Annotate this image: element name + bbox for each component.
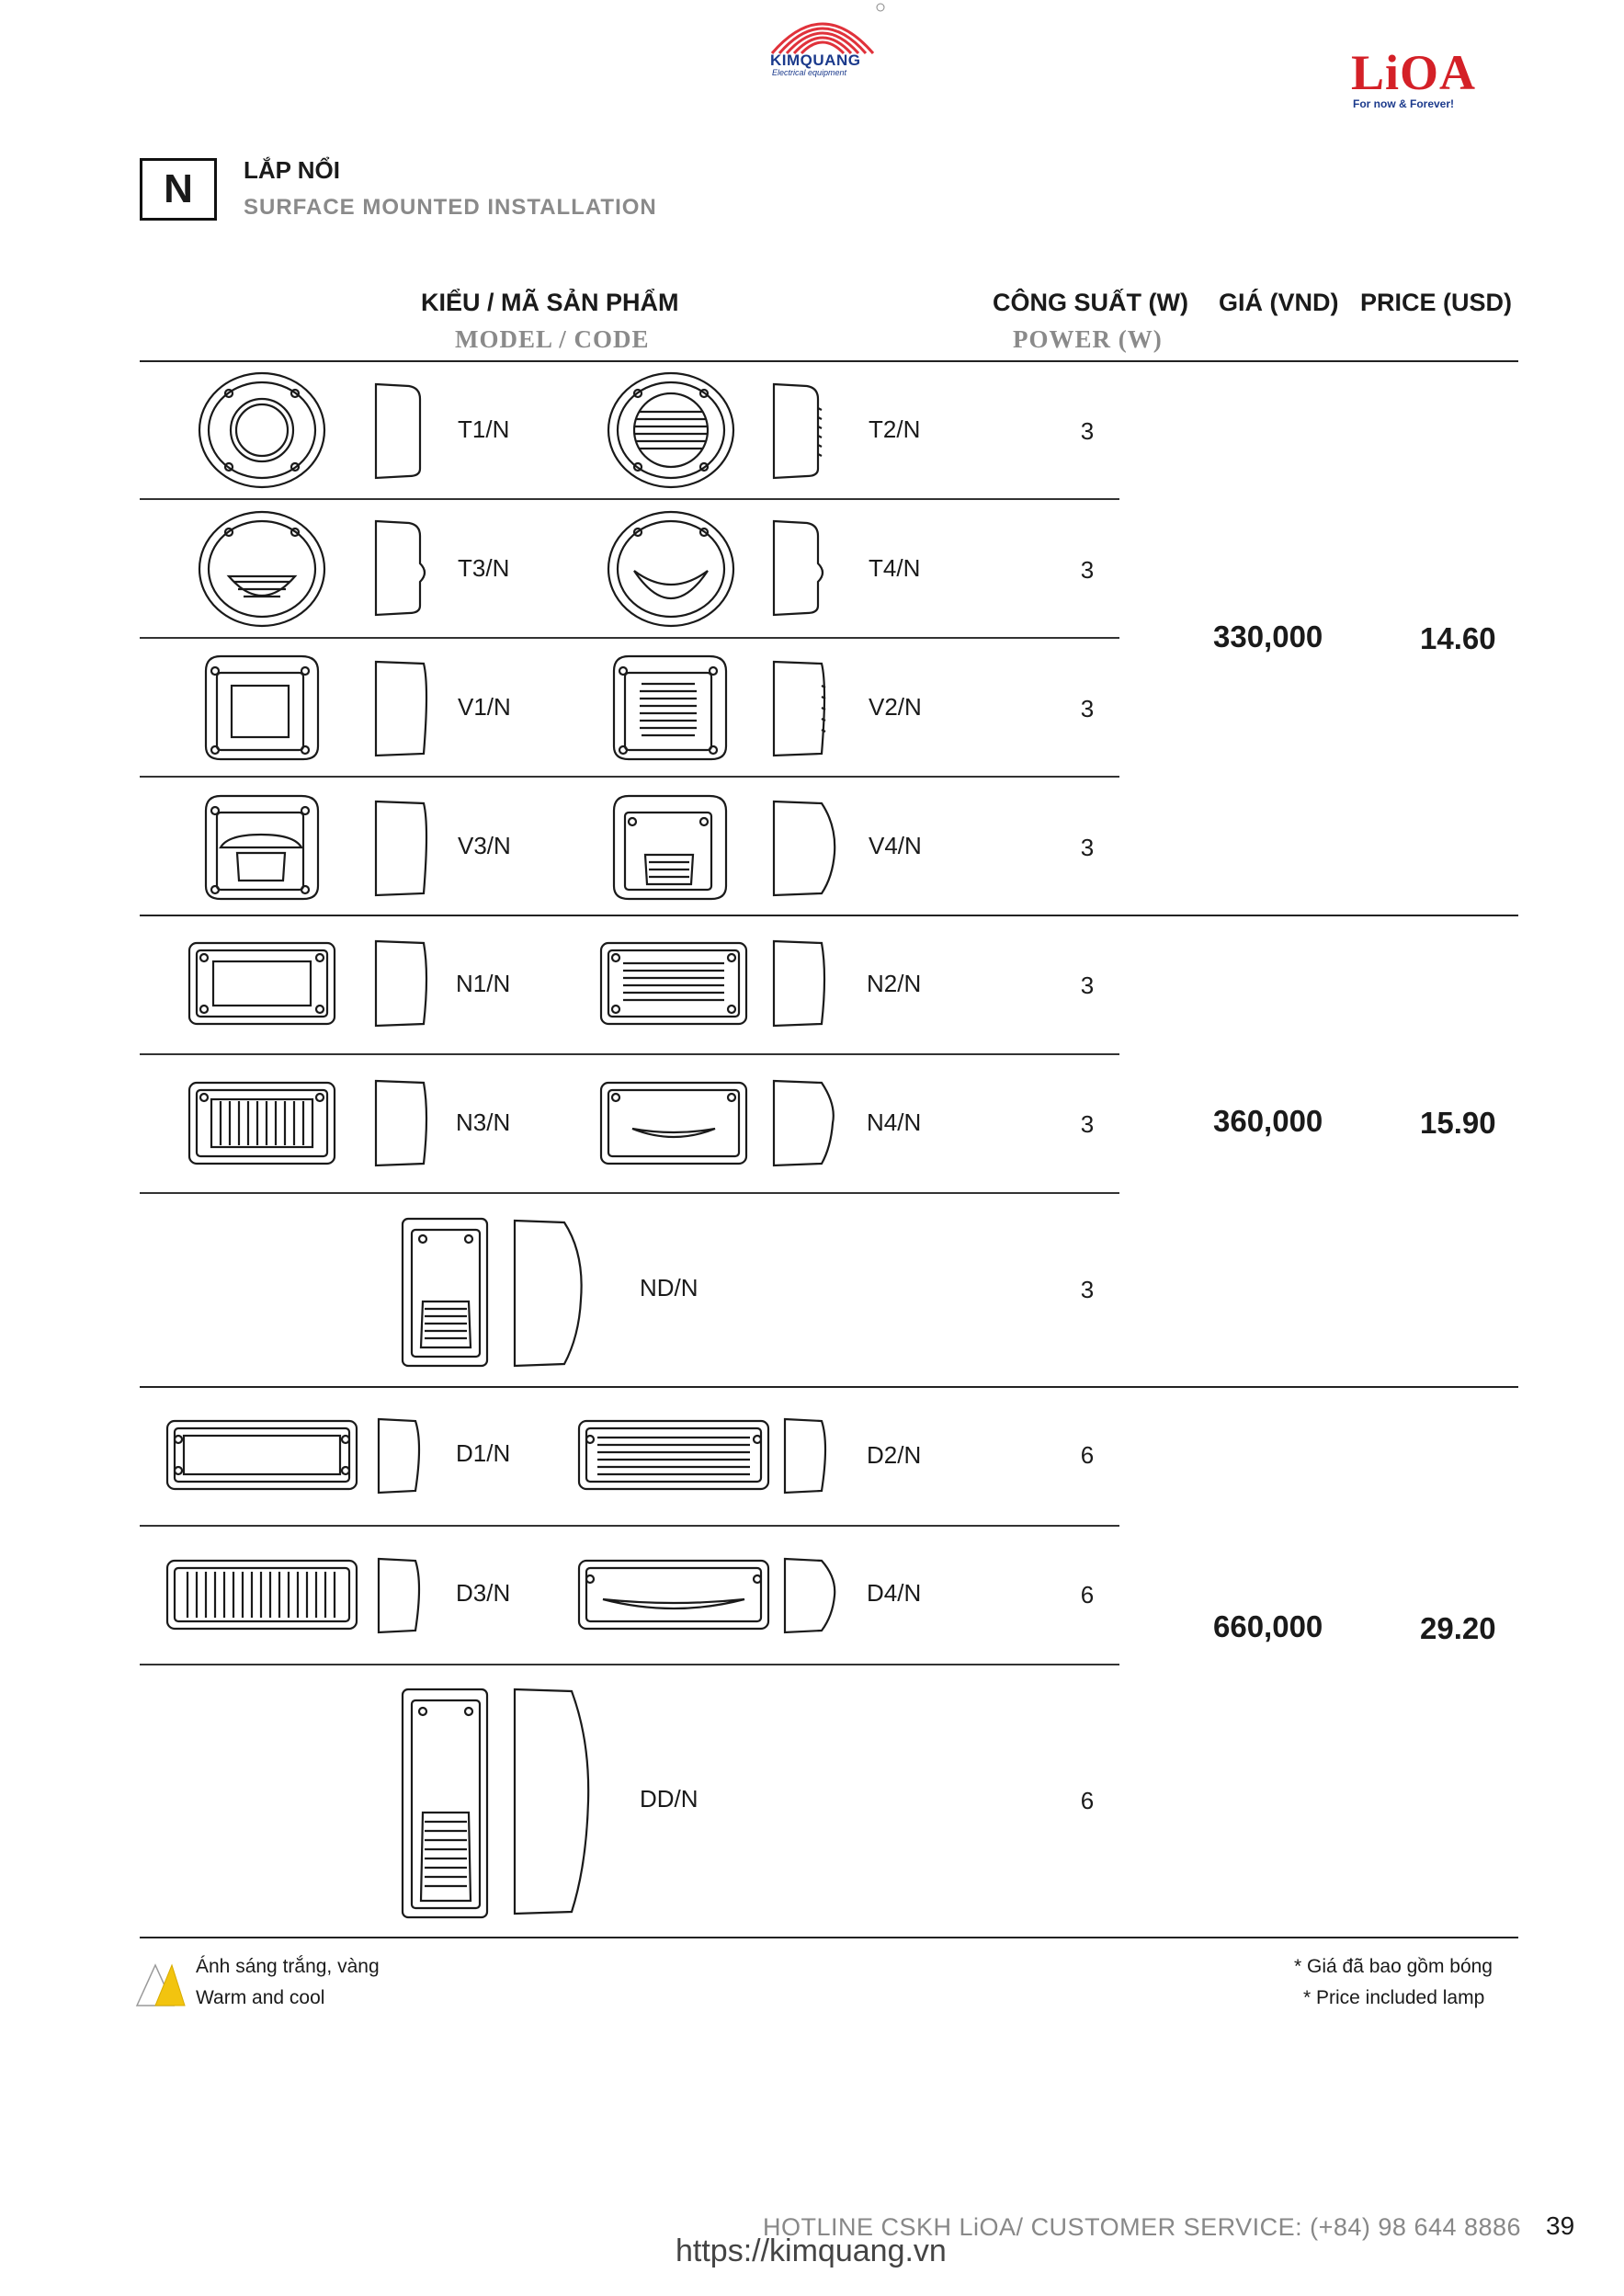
product-d3-front-image [164, 1553, 361, 1636]
product-code: N2/N [867, 970, 922, 997]
price-vnd: 660,000 [1213, 1609, 1323, 1643]
price-vnd: 330,000 [1213, 619, 1323, 654]
product-t3-side-image [372, 517, 437, 620]
product-v3-front-image [200, 790, 324, 905]
row-divider [140, 1664, 1119, 1665]
product-code: T3/N [458, 554, 510, 582]
row-divider [140, 776, 1119, 778]
product-v4-front-image [608, 790, 733, 905]
warm-cool-light-icon [133, 1960, 187, 2009]
product-t4-side-image [770, 517, 835, 620]
section-title-en: SURFACE MOUNTED INSTALLATION [244, 195, 657, 220]
lioa-logo [1351, 44, 1507, 118]
product-code: N4/N [867, 1108, 922, 1136]
row-divider [140, 1192, 1119, 1194]
product-n3-side-image [372, 1077, 437, 1169]
group-divider [140, 1386, 1518, 1388]
product-dd-front-image [397, 1684, 498, 1923]
product-code: ND/N [640, 1274, 698, 1301]
product-v2-side-image [770, 658, 835, 759]
product-t3-front-image [198, 510, 331, 630]
price-vnd: 360,000 [1213, 1104, 1323, 1138]
product-n2-front-image [596, 936, 752, 1032]
header-power-en: POWER (W) [1013, 325, 1163, 353]
group-divider [140, 915, 1518, 916]
product-d4-front-image [575, 1553, 773, 1636]
header-model-vi: KIỂU / MÃ SẢN PHẨM [421, 289, 679, 316]
page-number: 39 [1546, 2211, 1575, 2240]
product-nd-side-image [511, 1217, 594, 1370]
note-price-vi: * Giá đã bao gồm bóng [1294, 1956, 1493, 1977]
row-divider [140, 637, 1119, 639]
table-header-divider [140, 360, 1518, 362]
product-code: D2/N [867, 1441, 922, 1469]
product-dd-side-image [511, 1686, 603, 1919]
power-value: 3 [1080, 1110, 1095, 1138]
row-divider [140, 1053, 1119, 1055]
lioa-wordmark: LiOA [1351, 45, 1477, 100]
note-light-vi: Ánh sáng trắng, vàng [196, 1956, 380, 1977]
note-price-en: * Price included lamp [1303, 1987, 1485, 2008]
section-letter-badge: N [140, 158, 217, 221]
product-d4-side-image [781, 1555, 846, 1636]
product-code: D1/N [456, 1439, 511, 1467]
price-usd: 15.90 [1420, 1106, 1496, 1140]
note-light-en: Warm and cool [196, 1987, 325, 2008]
product-code: V1/N [458, 693, 511, 721]
power-value: 3 [1080, 834, 1095, 861]
footer-hotline: HOTLINE CSKH LiOA/ CUSTOMER SERVICE: (+84) 98 644 8886 [763, 2213, 1522, 2241]
kimquang-logo [754, 0, 891, 83]
product-v4-side-image [770, 798, 844, 899]
power-value: 6 [1080, 1441, 1095, 1469]
product-code: N3/N [456, 1108, 511, 1136]
price-usd: 14.60 [1420, 621, 1496, 655]
product-t4-front-image [607, 510, 740, 630]
power-value: 6 [1080, 1581, 1095, 1608]
kimquang-tagline: Electrical equipment [772, 68, 847, 77]
product-v3-side-image [372, 798, 437, 899]
product-code: V4/N [869, 832, 922, 859]
product-d1-front-image [164, 1414, 361, 1496]
kimquang-wordmark: KIMQUANG [770, 51, 861, 69]
product-code: T4/N [869, 554, 921, 582]
header-price-vnd: GIÁ (VND) [1219, 289, 1339, 316]
lioa-tagline: For now & Forever! [1353, 97, 1455, 110]
product-d2-side-image [781, 1415, 836, 1496]
section-title-vi: LẮP NỔI [244, 156, 340, 184]
product-t1-side-image [372, 381, 427, 482]
product-n2-side-image [770, 938, 835, 1029]
product-t1-front-image [198, 371, 331, 491]
product-v1-side-image [372, 658, 437, 759]
product-v1-front-image [200, 651, 324, 766]
product-nd-front-image [397, 1213, 498, 1371]
row-divider [140, 498, 1119, 500]
power-value: 3 [1080, 972, 1095, 999]
product-code: N1/N [456, 970, 511, 997]
table-bottom-divider [140, 1937, 1518, 1938]
product-n3-front-image [184, 1075, 340, 1172]
product-n1-front-image [184, 936, 340, 1032]
power-value: 3 [1080, 417, 1095, 445]
product-d3-side-image [375, 1555, 430, 1636]
footer-website-link[interactable]: https://kimquang.vn [676, 2233, 947, 2268]
product-code: V3/N [458, 832, 511, 859]
power-value: 6 [1080, 1787, 1095, 1814]
product-code: T1/N [458, 415, 510, 443]
product-d1-side-image [375, 1415, 430, 1496]
product-code: D4/N [867, 1579, 922, 1607]
row-divider [140, 1525, 1119, 1527]
header-power-vi: CÔNG SUẤT (W) [993, 289, 1188, 316]
product-n4-front-image [596, 1075, 752, 1172]
power-value: 3 [1080, 1276, 1095, 1303]
product-code: DD/N [640, 1785, 698, 1813]
power-value: 3 [1080, 556, 1095, 584]
product-d2-front-image [575, 1414, 773, 1496]
product-t2-front-image [607, 371, 740, 491]
power-value: 3 [1080, 695, 1095, 722]
product-code: D3/N [456, 1579, 511, 1607]
product-code: T2/N [869, 415, 921, 443]
product-n4-side-image [770, 1077, 844, 1169]
product-v2-front-image [608, 651, 733, 766]
product-code: V2/N [869, 693, 922, 721]
header-price-usd: PRICE (USD) [1360, 289, 1513, 316]
price-usd: 29.20 [1420, 1611, 1496, 1645]
product-n1-side-image [372, 938, 437, 1029]
header-model-en: MODEL / CODE [455, 325, 650, 353]
product-t2-side-image [770, 381, 825, 483]
